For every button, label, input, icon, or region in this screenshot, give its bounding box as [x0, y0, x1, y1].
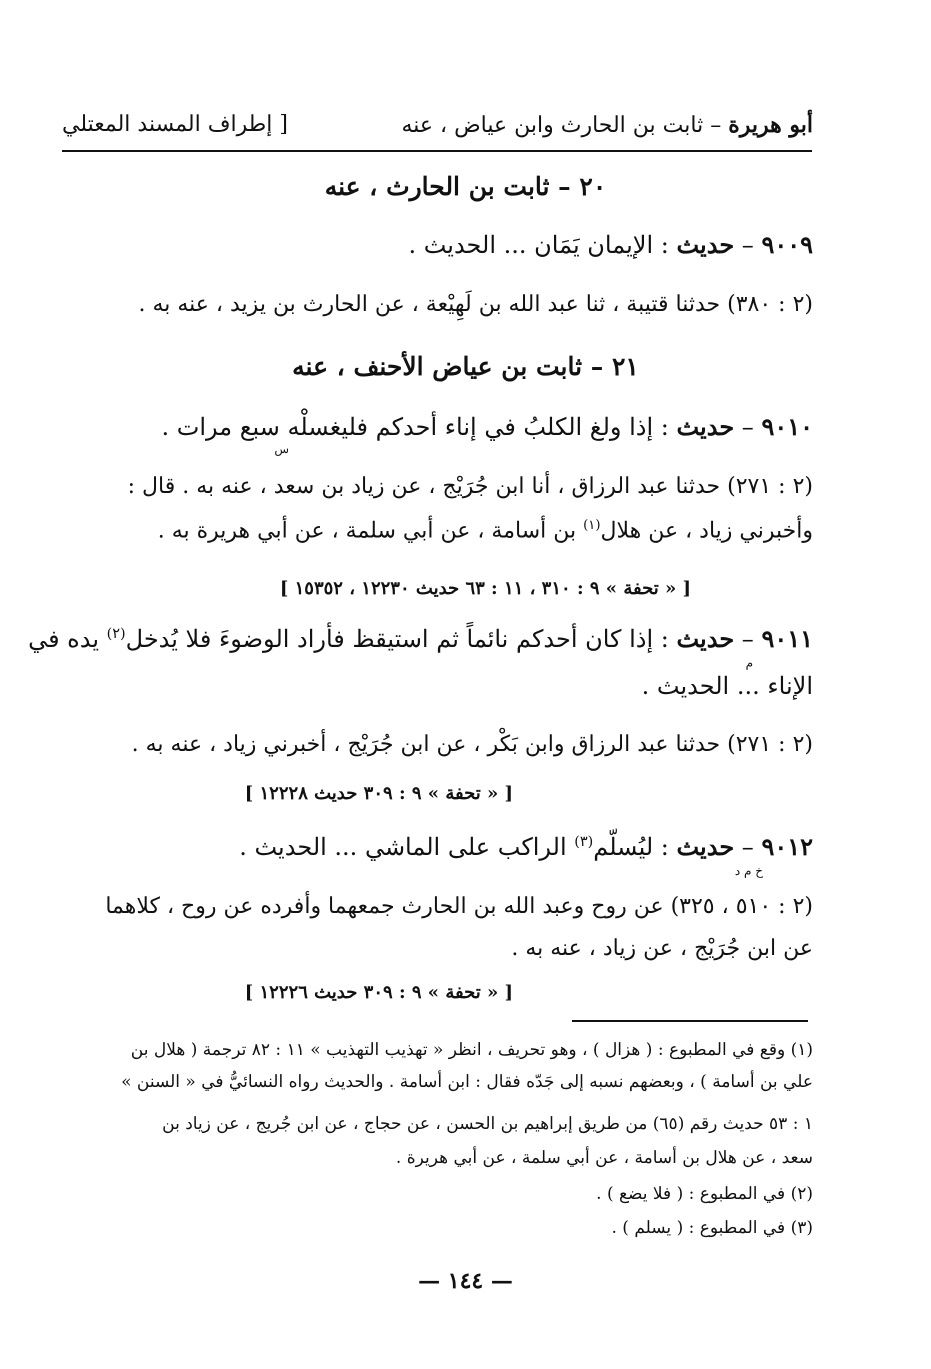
footnote-ref-2: (٢) — [106, 626, 126, 642]
collection-mark-9011: م — [745, 656, 753, 670]
footnote-1-line3: ١ : ٥٣ حديث رقم (٦٥) من طريق إبراهيم بن الحسن ، عن حجاج ، عن ابن جُريج ، عن زياد بن — [162, 1114, 813, 1134]
isnad-9010-line2 — [158, 518, 813, 543]
hadith-9011-line2: الإناء ... الحديث . — [641, 672, 813, 700]
tuhfa-ref-9012: [ « تحفة » ٩ : ٣٠٩ حديث ١٢٢٢٦ ] — [244, 982, 513, 1003]
hadith-number: ٩٠١٠ — [761, 412, 813, 441]
isnad-9009: (٢ : ٣٨٠) حدثنا قتيبة ، ثنا عبد الله بن لَهِيْعة ، عن الحارث بن يزيد ، عنه به . — [138, 292, 813, 317]
isnad-9012-line1: (٢ : ٥١٠ ، ٣٢٥) عن روح وعبد الله بن الحارث جمعهما وأفرده عن روح ، كلاهما — [105, 894, 813, 919]
footnote-divider — [572, 1020, 808, 1022]
section-title-20: ٢٠ – ثابت بن الحارث ، عنه — [324, 172, 607, 201]
collection-mark-9010: س — [274, 442, 289, 456]
footnote-3: (٣) في المطبوع : ( يسلم ) . — [611, 1218, 813, 1238]
hadith-keyword: حديث — [676, 230, 735, 259]
dash: – — [734, 231, 762, 259]
tuhfa-ref-9010: [ « تحفة » ٩ : ٣١٠ ، ١١ : ٦٣ حديث ١٢٢٣٠ ، ١٥٣٥٢ ] — [279, 578, 691, 599]
collection-mark-9012: خ م د — [734, 864, 763, 878]
hadith-number: ٩٠٠٩ — [761, 230, 813, 259]
hadith-9009 — [408, 230, 813, 259]
footnote-1-line2: علي بن أسامة ) ، وبعضهم نسبه إلى جَدّه فقال : ابن أسامة . والحديث رواه النسائيُّ في « السنن » — [121, 1072, 813, 1092]
isnad-text: وأخبرني زياد ، عن هلال — [600, 518, 813, 544]
hadith-text: الراكب على الماشي ... الحديث . — [239, 833, 575, 861]
tuhfa-ref-9011: [ « تحفة » ٩ : ٣٠٩ حديث ١٢٢٢٨ ] — [244, 783, 513, 804]
header-divider — [62, 150, 812, 152]
footnote-2: (٢) في المطبوع : ( فلا يضع ) . — [596, 1184, 813, 1204]
hadith-text: : الإيمان يَمَان ... الحديث . — [408, 231, 677, 259]
isnad-9010-line1: (٢ : ٢٧١) حدثنا عبد الرزاق ، أنا ابن جُرَيْج ، عن زياد بن سعد ، عنه به . قال : — [127, 474, 813, 499]
hadith-text: : إذا ولغ الكلبُ في إناء أحدكم فليغسلْه سبع مرات . — [161, 413, 677, 441]
page-number: — ١٤٤ — — [418, 1268, 513, 1294]
hadith-9010: ٩٠١٠ – حديث : إذا ولغ الكلبُ في إناء أحدكم فليغسلْه سبع مرات . — [161, 412, 813, 441]
hadith-text: يده في — [28, 625, 107, 653]
hadith-number: ٩٠١١ — [761, 624, 813, 653]
hadith-text: : ليُسلّم — [593, 833, 677, 861]
footnote-ref-1: (١) — [583, 518, 601, 533]
isnad-9012-line2: عن ابن جُرَيْج ، عن زياد ، عنه به . — [511, 936, 813, 961]
running-header-right — [401, 112, 813, 138]
hadith-keyword: حديث — [676, 832, 735, 861]
hadith-keyword: حديث — [676, 624, 735, 653]
hadith-keyword: حديث — [676, 412, 735, 441]
footnote-ref-3: (٣) — [574, 834, 594, 850]
isnad-text: بن أسامة ، عن أبي سلمة ، عن أبي هريرة به . — [157, 518, 584, 544]
isnad-9011: (٢ : ٢٧١) حدثنا عبد الرزاق وابن بَكْر ، عن ابن جُرَيْج ، أخبرني زياد ، عنه به . — [131, 732, 813, 757]
header-companion-name: أبو هريرة — [728, 112, 813, 138]
hadith-9011-line1: ٩٠١١ – حديث : إذا كان أحدكم نائماً ثم استيقظ فأراد الوضوءَ فلا يُدخل$^{(٢)}$ يده في — [28, 624, 813, 653]
hadith-number: ٩٠١٢ — [761, 832, 813, 861]
hadith-text: : إذا كان أحدكم نائماً ثم استيقظ فأراد الوضوءَ فلا يُدخل — [125, 625, 677, 653]
running-header-left: [ إطراف المسند المعتلي — [62, 112, 288, 137]
footnote-1-line1: (١) وقع في المطبوع : ( هزال ) ، وهو تحريف ، انظر « تهذيب التهذيب » ١١ : ٨٢ ترجمة ( هلال بن — [130, 1040, 813, 1060]
hadith-9012: ٩٠١٢ – حديث : ليُسلّم$^{(٣)}$ الراكب على الماشي ... الحديث . — [239, 832, 813, 861]
section-title-21: ٢١ – ثابت بن عياض الأحنف ، عنه — [292, 352, 639, 381]
header-section-names: – ثابت بن الحارث وابن عياض ، عنه — [401, 113, 729, 138]
footnote-1-line4: سعد ، عن هلال بن أسامة ، عن أبي سلمة ، عن أبي هريرة . — [395, 1148, 813, 1168]
